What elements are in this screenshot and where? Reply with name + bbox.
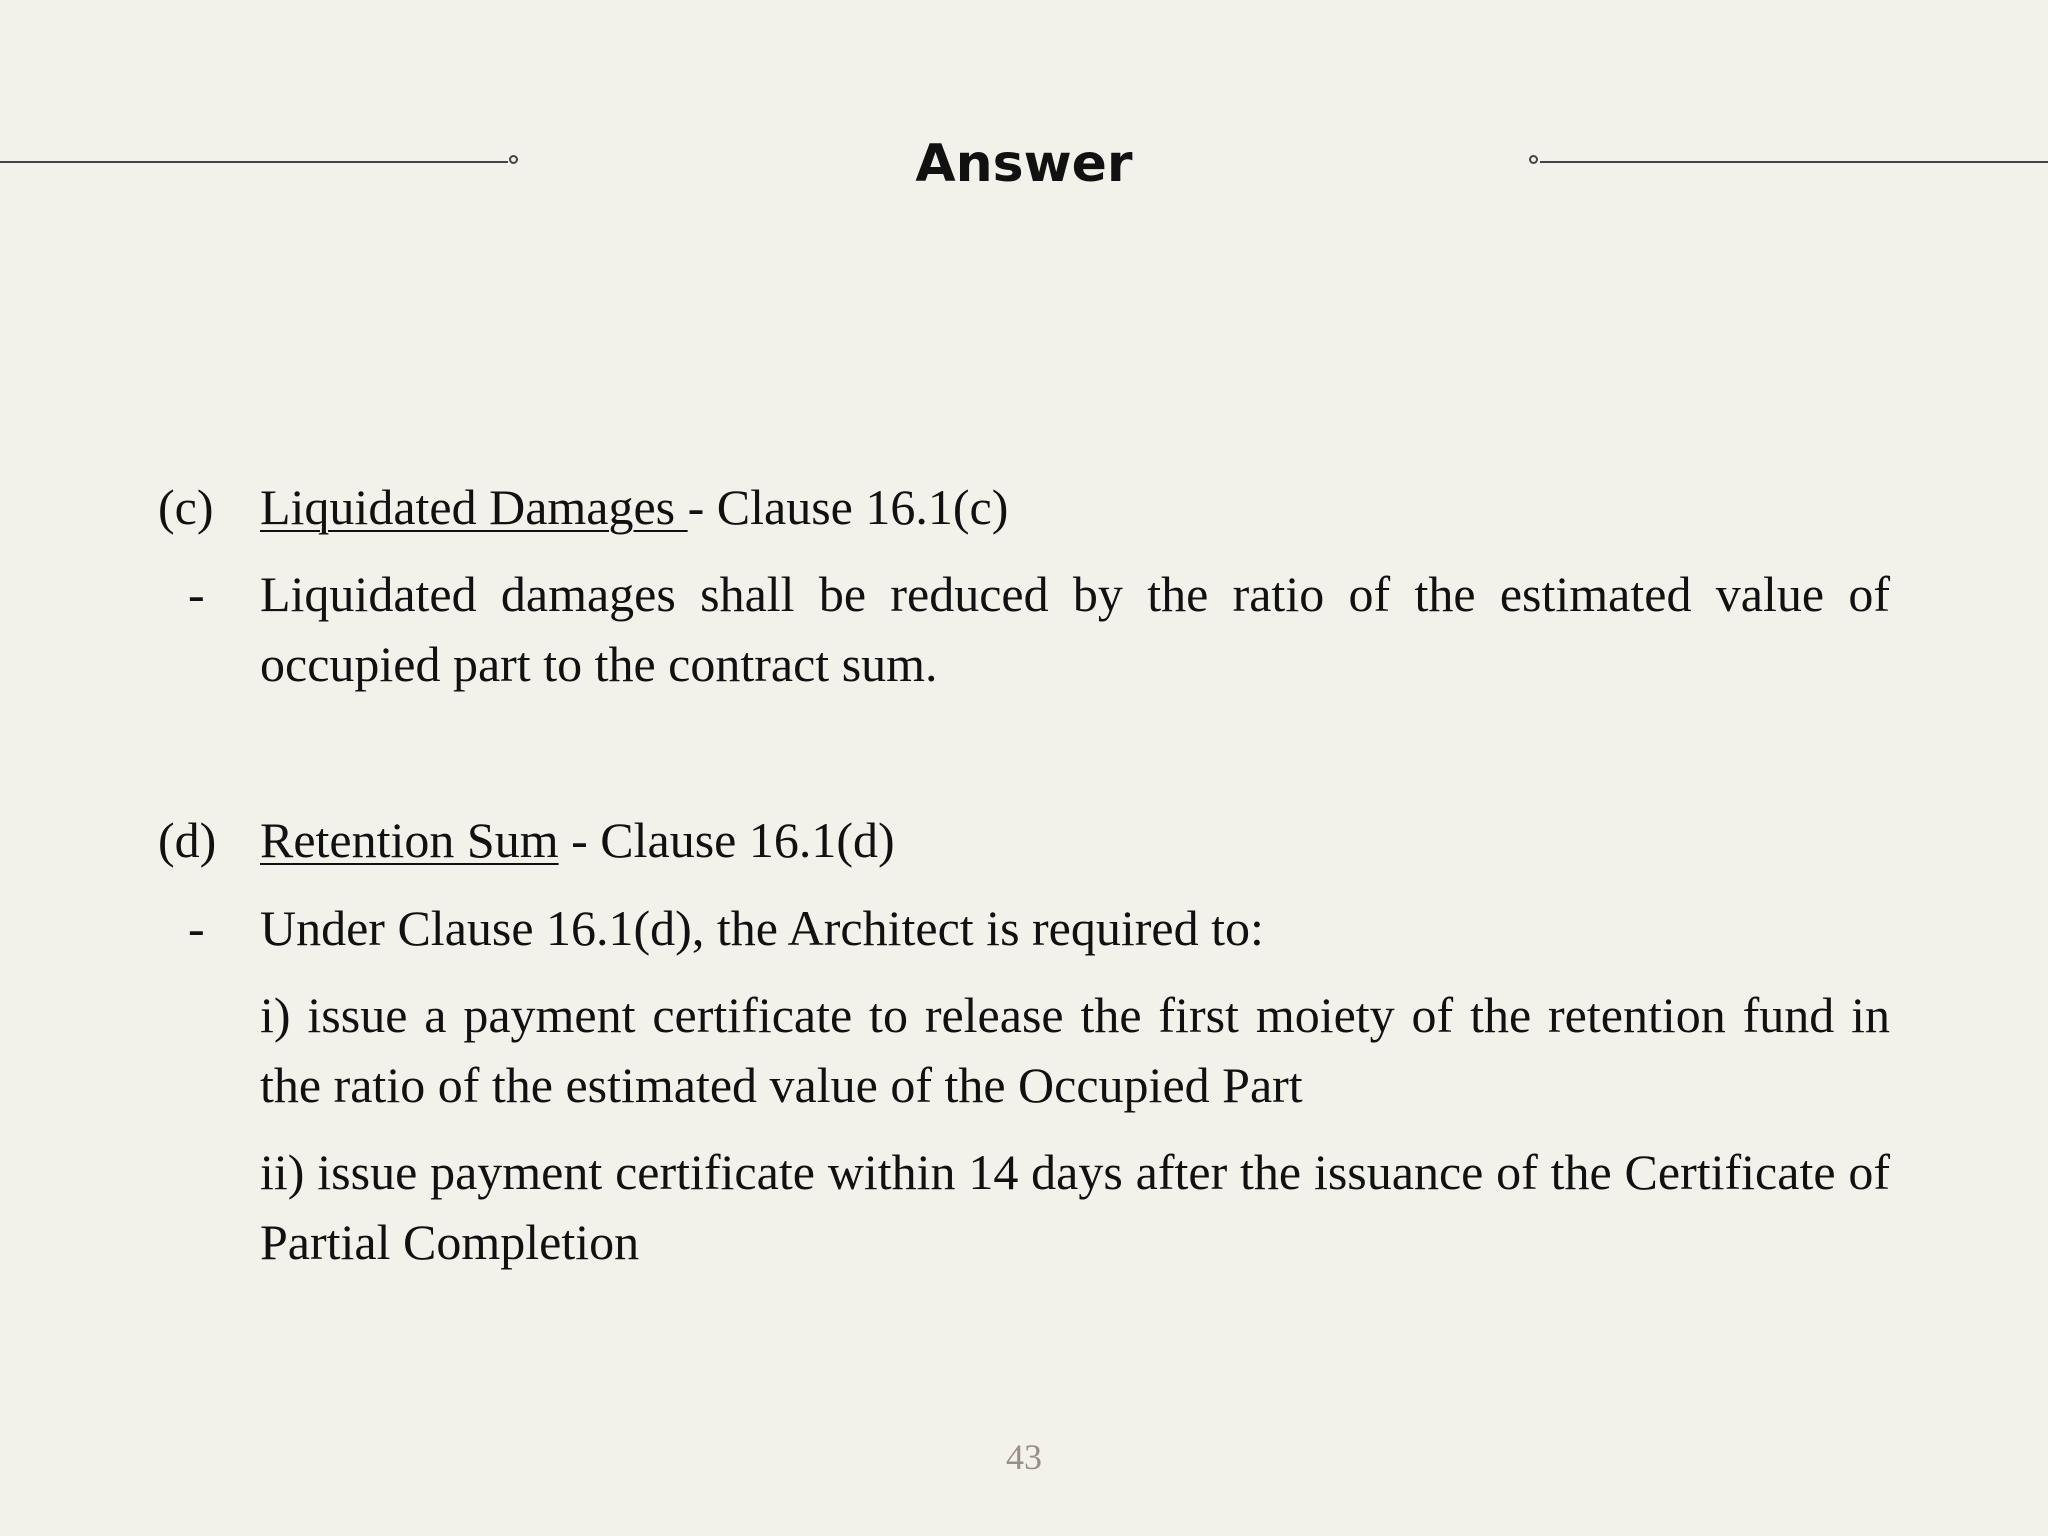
section-d-marker: (d) [158,812,217,868]
section-c-heading: Liquidated Damages [260,479,688,535]
slide-title: Answer [915,134,1133,194]
section-d-heading: Retention Sum [260,812,559,868]
section-d-bullet-text: Under Clause 16.1(d), the Architect is required to: [260,900,1264,956]
section-c-bullet-dash: - [188,566,205,622]
section-d-clause: - Clause 16.1(d) [558,812,895,868]
section-c-heading-line [260,472,1890,542]
section-d-subitem-1: i) issue a payment certificate to release the first moiety of the retention fund in the ratio of the estimated value of the Occupied Part [260,987,1890,1113]
section-c-bullet-text: Liquidated damages shall be reduced by the ratio of the estimated value of occupied part to the contract sum. [260,566,1890,692]
section-d-subitem-2: ii) issue payment certificate within 14 days after the issuance of the Certificate of Partial Completion [260,1144,1890,1270]
header-rule-right [1540,161,2048,163]
section-c-marker: (c) [158,479,214,535]
header-rule-right-end-dot [1529,155,1538,164]
section-d-bullet-dash: - [188,900,205,956]
section-d-heading-line [260,805,1890,875]
section-c-clause: - Clause 16.1(c) [687,479,1009,535]
page-number: 43 [1006,1437,1042,1477]
